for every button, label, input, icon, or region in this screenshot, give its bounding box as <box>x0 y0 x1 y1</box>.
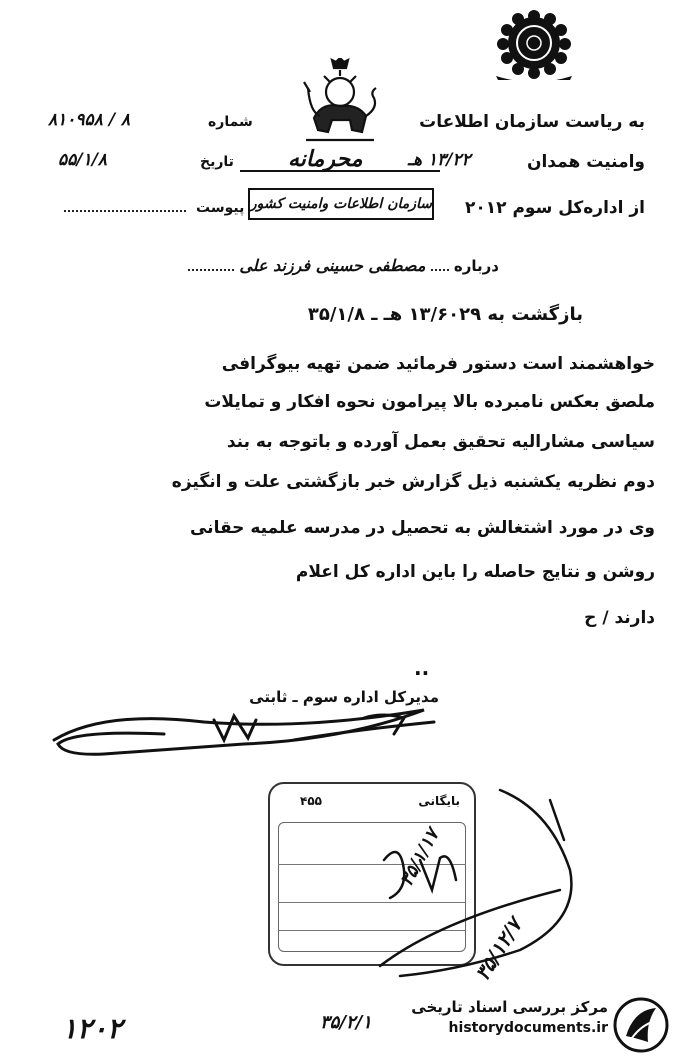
recipient-line: به ریاست سازمان اطلاعات <box>419 112 645 132</box>
watermark-url: historydocuments.ir <box>448 1020 608 1036</box>
subject-dots <box>431 269 449 271</box>
number-label: شماره <box>208 114 253 130</box>
attachment-field <box>64 210 186 212</box>
body-line-5: وی در مورد اشتغالش به تحصیل در مدرسه علمیه حقانی <box>189 518 655 538</box>
body-line-6: روشن و نتایج حاصله را باین اداره کل اعلام <box>295 562 655 582</box>
watermark-name: مرکز بررسی اسناد تاریخی <box>411 998 608 1016</box>
archive-stamp-number: ۴۵۵ <box>300 794 322 808</box>
margin-note-2: ۳۵/۱۲/۷ <box>470 914 527 985</box>
archive-logo-icon <box>612 996 670 1054</box>
subject-value: مصطفی حسینی فرزند علی <box>239 256 426 275</box>
reference-number: ۱۳/۲۲ هـ <box>408 150 471 170</box>
attachment-label: پیوست <box>196 200 245 216</box>
department-stamp <box>248 188 434 220</box>
lion-and-sun-emblem <box>300 58 382 142</box>
handwritten-annotation <box>360 770 590 990</box>
department-stamp-text: سازمان اطلاعات وامنیت کشور <box>249 196 432 212</box>
archive-stamp-label: بایگانی <box>418 794 460 808</box>
subject-dots-end <box>188 269 234 271</box>
body-line-1: خواهشمند است دستور فرمائید ضمن تهیه بیوگرافی <box>221 354 655 374</box>
sender-line: از اداره‌کل سوم ۲۰۱۲ <box>465 198 645 218</box>
body-line-2: ملصق بعکس نامبرده بالا پیرامون نحوه افکار و تمایلات <box>204 392 655 412</box>
reference-line: بازگشت به ۱۳/۶۰۲۹ هـ ـ ۳۵/۱/۸ <box>307 304 583 325</box>
subject-label: درباره <box>453 257 499 275</box>
body-line-4: دوم نظریه یکشنبه ذیل گزارش خبر بازگشتی علت و انگیزه <box>171 472 655 492</box>
ornamental-seal <box>486 6 582 80</box>
date-value: ۵۵/۱/۸ <box>58 150 107 170</box>
header-rule <box>240 170 440 172</box>
handwritten-signature <box>44 700 444 770</box>
margin-note-1: ۳۵/۱/۱۷ <box>396 825 444 890</box>
bottom-handwritten-date: ۳۵/۲/۱ <box>320 1012 372 1033</box>
subject-line <box>188 256 499 275</box>
recipient-line-2: وامنیت همدان <box>526 152 645 172</box>
closing-dots: .. <box>414 656 430 680</box>
body-line-7: دارند / ح <box>584 608 655 628</box>
date-label: تاریخ <box>200 154 234 170</box>
watermark <box>404 998 608 1036</box>
signatory-title: مدیرکل اداره سوم ـ ثابتی <box>249 688 439 706</box>
number-value: ۸۱۰۹۵۸ / ۸ <box>48 110 130 130</box>
handwritten-note: محرمانه <box>288 146 363 172</box>
body-line-3: سیاسی مشارالیه تحقیق بعمل آورده و باتوجه به بند <box>226 432 655 452</box>
page-number: ۱۲۰۲ <box>62 1012 123 1045</box>
